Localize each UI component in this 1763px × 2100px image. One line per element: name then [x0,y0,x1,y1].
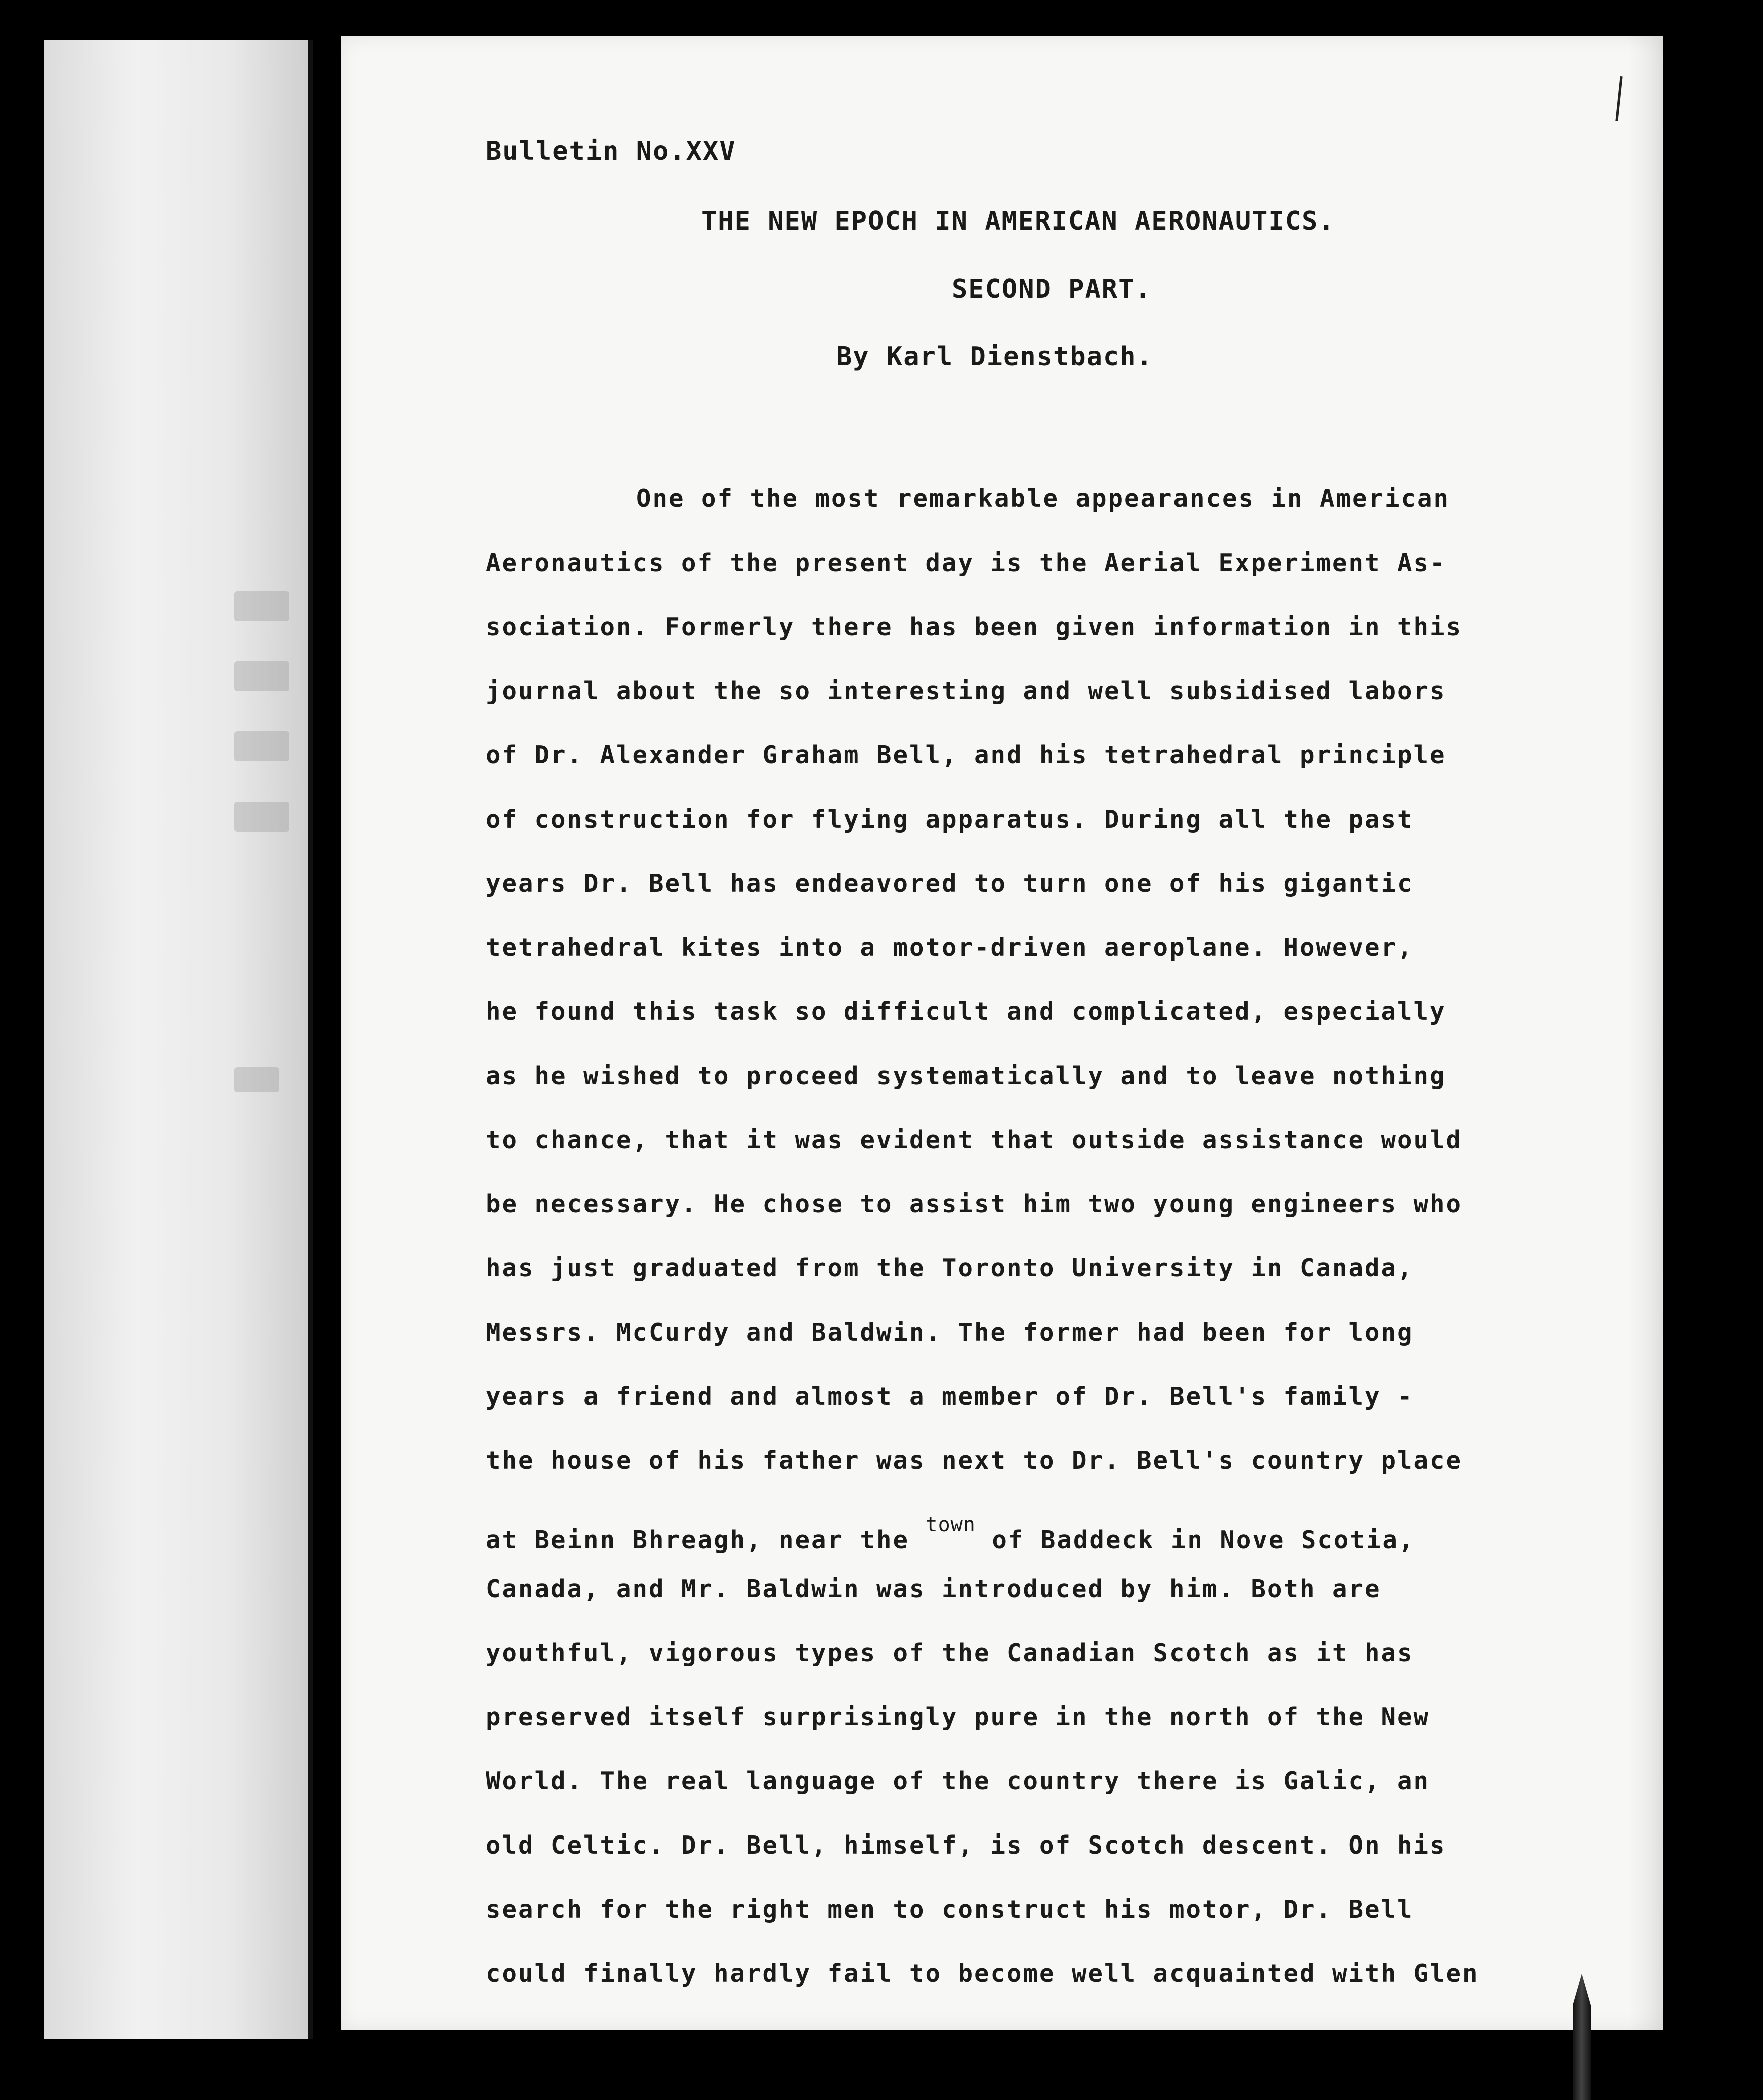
handwritten-insertion: town [925,1513,976,1536]
bleed-mark [234,591,289,621]
bleed-mark [234,1067,279,1092]
page-number-mark [1615,76,1622,121]
body-text [486,467,1648,2006]
article-title: THE NEW EPOCH IN AMERICAN AERONAUTICS. [701,206,1335,236]
text-line: as he wished to proceed systematically and to leave nothing [486,1062,1446,1090]
text-line: years Dr. Bell has endeavored to turn one of his gigantic [486,869,1414,898]
text-line: sociation. Formerly there has been given information in this [486,613,1463,641]
text-segment: at Beinn Bhreagh, near the [486,1526,926,1554]
bleed-mark [234,802,289,832]
text-line: journal about the so interesting and well subsidised labors [486,677,1446,705]
bleed-mark [234,661,289,691]
text-line: One of the most remarkable appearances in American [636,484,1450,513]
text-line: search for the right men to construct his motor, Dr. Bell [486,1895,1414,1924]
text-line: youthful, vigorous types of the Canadian Scotch as it has [486,1639,1414,1667]
page-gutter [308,40,313,2039]
text-line: years a friend and almost a member of Dr. Bell's family - [486,1382,1414,1411]
text-line: of Dr. Alexander Graham Bell, and his tetrahedral principle [486,741,1446,769]
text-line: Canada, and Mr. Baldwin was introduced by him. Both are [486,1574,1381,1603]
document-page [341,36,1663,2030]
text-line: Messrs. McCurdy and Baldwin. The former had been for long [486,1318,1414,1347]
previous-page-edge [44,40,310,2039]
bulletin-number: Bulletin No.XXV [486,136,736,166]
text-line: has just graduated from the Toronto University in Canada, [486,1254,1414,1282]
text-line: World. The real language of the country there is Galic, an [486,1767,1430,1795]
bleed-mark [234,731,289,761]
text-line: of construction for flying apparatus. During all the past [486,805,1414,834]
text-line: to chance, that it was evident that outside assistance would [486,1126,1463,1154]
text-line: preserved itself surprisingly pure in the north of the New [486,1703,1430,1731]
text-segment: of Baddeck in Nove Scotia, [975,1526,1415,1554]
text-line: he found this task so difficult and complicated, especially [486,997,1446,1026]
text-line: be necessary. He chose to assist him two young engineers who [486,1190,1463,1218]
article-subtitle: SECOND PART. [952,274,1152,304]
text-line-with-insertion [486,1493,1648,1557]
text-line: tetrahedral kites into a motor-driven aeroplane. However, [486,933,1414,962]
text-line: could finally hardly fail to become well acquainted with Glen [486,1959,1479,1988]
text-line: the house of his father was next to Dr. Bell's country place [486,1446,1463,1475]
text-line: Aeronautics of the present day is the Aerial Experiment As- [486,549,1446,577]
article-byline: By Karl Dienstbach. [836,342,1153,372]
text-line: old Celtic. Dr. Bell, himself, is of Scotch descent. On his [486,1831,1446,1860]
